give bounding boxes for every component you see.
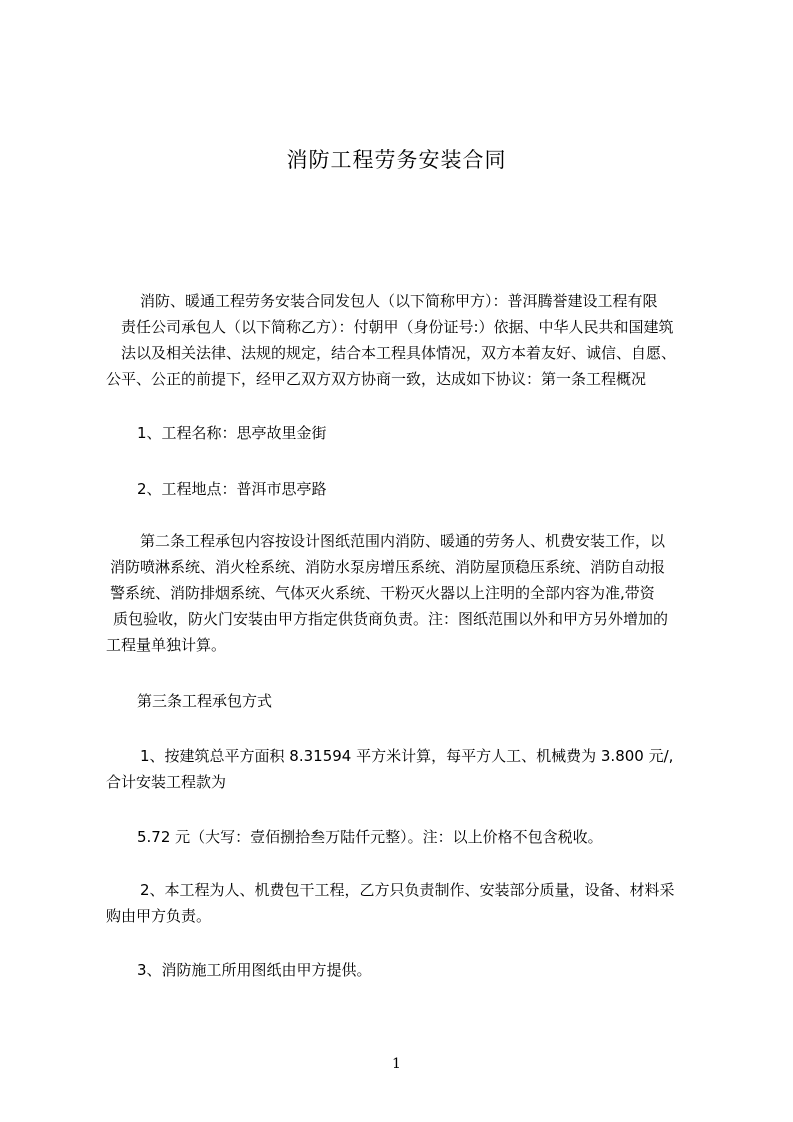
- paragraph-project-location: [137, 476, 327, 502]
- paragraph-area-pricing: [106, 743, 673, 795]
- document-title: 消防工程劳务安装合同: [286, 148, 507, 172]
- text-line: 消防喷淋系统、消火栓系统、消防水泵房增压系统、消防屋顶稳压系统、消防自动报: [110, 558, 666, 576]
- text-line: 消防、暖通工程劳务安装合同发包人（以下简称甲方）：普洱腾誉建设工程有限: [140, 292, 658, 310]
- text-line: 工程量单独计算。: [106, 636, 227, 654]
- text-line: 责任公司承包人（以下简称乙方）：付朝甲（身份证号:）依据、中华人民共和国建筑: [121, 318, 674, 336]
- text-line: 3、消防施工所用图纸由甲方提供。: [137, 961, 372, 979]
- text-line: 质包验收，防火门安装由甲方指定供货商负责。注：图纸范围以外和甲方另外增加的: [113, 610, 669, 628]
- paragraph-project-name: [137, 420, 327, 446]
- text-line: 1、按建筑总平方面积 8.31594 平方米计算，每平方人工、机械费为 3.800 元/,: [140, 747, 674, 765]
- text-line: 第三条工程承包方式: [137, 692, 273, 710]
- text-line: 法以及相关法律、法规的规定，结合本工程具体情况，双方本着友好、诚信、自愿、: [121, 344, 677, 362]
- paragraph-article-2: [106, 528, 668, 658]
- paragraph-article-3-heading: [137, 688, 272, 714]
- page-number: 1: [392, 1056, 401, 1072]
- text-line: 购由甲方负责。: [106, 907, 212, 925]
- paragraph-labor-scope: [106, 877, 675, 929]
- text-line: 2、本工程为人、机费包干工程，乙方只负责制作、安装部分质量，设备、材料采: [140, 881, 675, 899]
- paragraph-amount: [137, 824, 603, 850]
- text-line: 2、工程地点：普洱市思亭路: [137, 480, 327, 498]
- text-line: 公平、公正的前提下，经甲乙双方双方协商一致，达成如下协议：第一条工程概况: [106, 370, 647, 388]
- paragraph-parties: [106, 288, 676, 392]
- text-line: 5.72 元（大写：壹佰捌拾叁万陆仟元整）。注：以上价格不包含税收。: [137, 828, 603, 846]
- text-line: 1、工程名称：思亭故里金街: [137, 424, 327, 442]
- paragraph-drawings: [137, 957, 372, 983]
- text-line: 合计安装工程款为: [106, 773, 227, 791]
- text-line: 第二条工程承包内容按设计图纸范围内消防、暖通的劳务人、机费安装工作，以: [140, 532, 666, 550]
- text-line: 警系统、消防排烟系统、气体灭火系统、干粉灭火器以上注明的全部内容为准,带资: [110, 584, 655, 602]
